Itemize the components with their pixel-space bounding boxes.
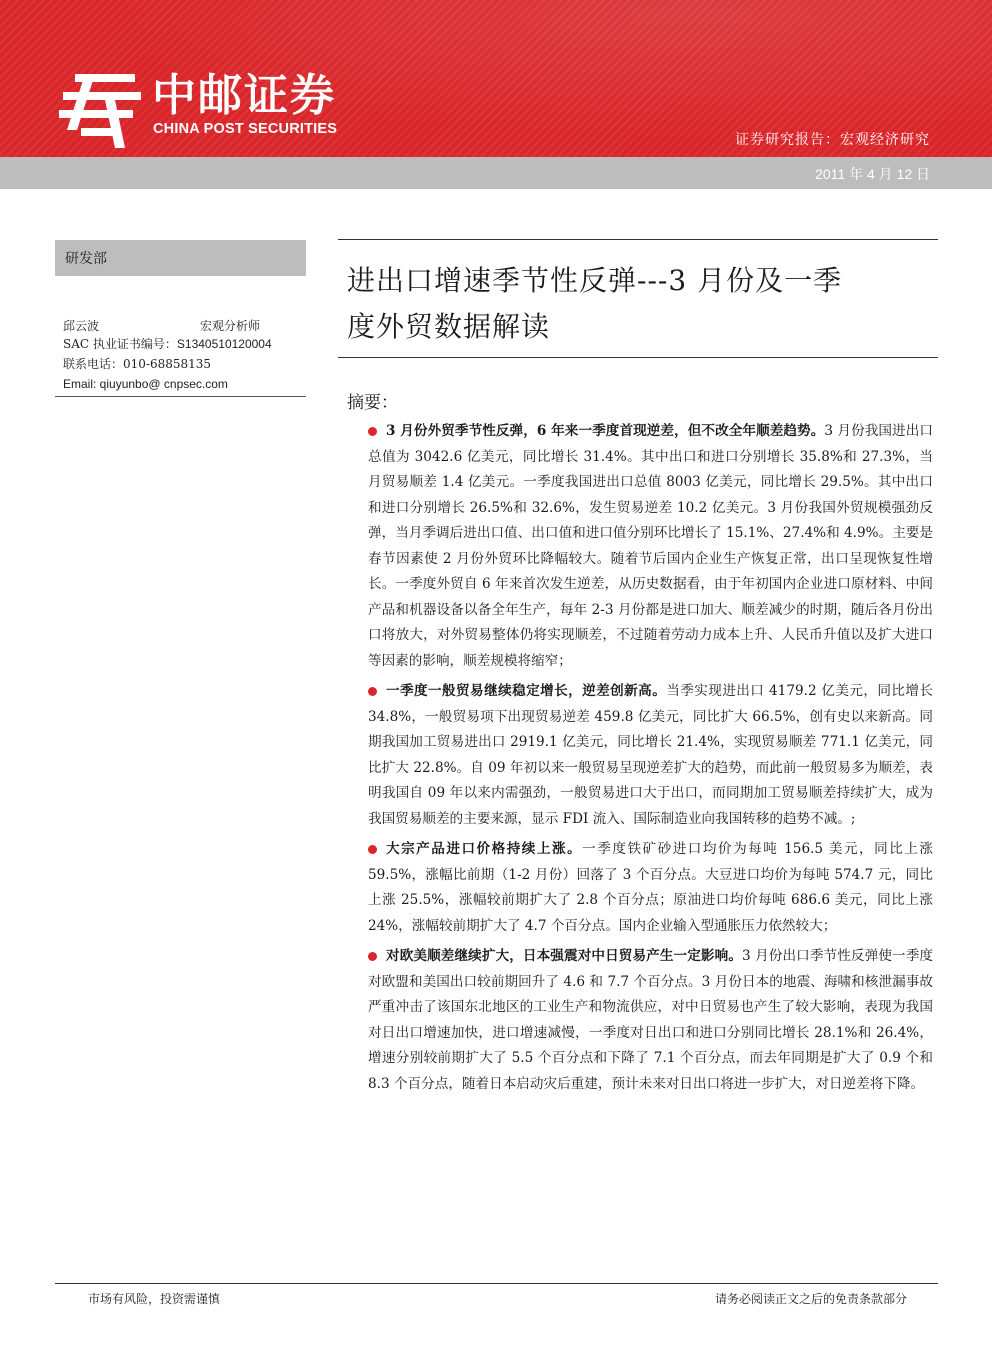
report-type-label: 证券研究报告：宏观经济研究 (735, 132, 930, 148)
department-label: 研发部 (65, 251, 107, 267)
summary-bullet (368, 679, 933, 832)
header-banner (0, 0, 992, 157)
china-post-logo-icon (55, 70, 145, 150)
logo-english-text: CHINA POST SECURITIES (153, 121, 338, 137)
sac-line (63, 336, 272, 352)
report-date: 2011 年 4 月 12 日 (815, 166, 930, 182)
footer-disclaimer-note: 请务必阅读正文之后的免责条款部分 (714, 1292, 907, 1306)
red-bullet-icon (368, 687, 377, 696)
title-rule-bottom (338, 357, 938, 358)
analyst-name: 邱云波 (63, 319, 100, 333)
report-title (347, 258, 937, 350)
analyst-phone: 联系电话：010-68858135 (63, 357, 212, 371)
bullet-body: 一季度铁矿砂进口均价为每吨 156.5 美元，同比上涨 59.5%，涨幅比前期（1-2 月份）回落了 3 个百分点。大豆进口均价为每吨 574.7 元，同比上涨 25.5%，涨幅较前期扩大了 2.8 个百分点；原油进口均价每吨 686.6 美元，同比上涨 24%，涨幅较前期扩大了 4.7 个百分点。国内企业输入型通胀压力依然较大； (368, 841, 934, 934)
bullet-body: 3 月份出口季节性反弹使一季度对欧盟和美国出口较前期回升了 4.6 和 7.7 个百分点。3 月份日本的地震、海啸和核泄漏事故严重冲击了该国东北地区的工业生产和物流供应，对中日贸易也产生了较大影响，表现为我国对日出口增速加快，进口增速减慢，一季度对日出口和进口分别同比增长 28.1%和 26.4%，增速分别较前期扩大了 5.5 个百分点和下降了 7.1 个百分点，而去年同期是扩大了 0.9 个和 8.3 个百分点，随着日本启动灾后重建，预计未来对日出口将进一步扩大，对日逆差将下降。 (368, 948, 933, 1092)
footer-risk-note: 市场有风险，投资需谨慎 (88, 1292, 221, 1306)
summary-label: 摘要： (347, 393, 398, 413)
date-bar (0, 157, 992, 189)
red-bullet-icon (368, 427, 377, 436)
title-line-2: 度外贸数据解读 (347, 310, 551, 343)
red-bullet-icon (368, 952, 377, 961)
footer-rule (55, 1283, 938, 1284)
bullet-body: 当季实现进出口 4179.2 亿美元，同比增长 34.8%，一般贸易项下出现贸易逆差 459.8 亿美元，同比扩大 66.5%，创有史以来新高。同期我国加工贸易进出口 2919.1 亿美元，同比增长 21.4%，实现贸易顺差 771.1 亿美元，同比扩大 22.8%。自 09 年初以来一般贸易呈现逆差扩大的趋势，而此前一般贸易多为顺差，表明我国自 09 年以来内需强劲，一般贸易进口大于出口，而同期加工贸易顺差持续扩大，成为我国贸易顺差的主要来源，显示 FDI 流入、国际制造业向我国转移的趋势不减。; (368, 683, 933, 827)
bullet-body: 3 月份我国进出口总值为 3042.6 亿美元，同比增长 31.4%。其中出口和进口分别增长 35.8%和 27.3%，当月贸易顺差 1.4 亿美元。一季度我国进出口总值 8003 亿美元，同比增长 29.5%。其中出口和进口分别增长 26.5%和 32.6%，发生贸易逆差 10.2 亿美元。3 月份我国外贸规模强劲反弹，当月季调后进出口值、出口值和进口值分别环比增长了 15.1%、27.4%和 4.9%。主要是春节因素使 2 月份外贸环比降幅较大。随着节后国内企业生产恢复正常，出口呈现恢复性增长。一季度外贸自 6 年来首次发生逆差，从历史数据看，由于年初国内企业进口原材料、中间产品和机器设备以备全年生产，每年 2-3 月份都是进口加大、顺差减少的时期，随后各月份出口将放大，对外贸易整体仍将实现顺差，不过随着劳动力成本上升、人民币升值以及扩大进口等因素的影响，顺差规模将缩窄； (368, 423, 933, 669)
bullet-heading: 一季度一般贸易继续稳定增长，逆差创新高。 (386, 683, 667, 699)
summary-bullet (368, 944, 933, 1097)
bullet-heading: 对欧美顺差继续扩大，日本强震对中日贸易产生一定影响。 (386, 948, 743, 964)
analyst-role: 宏观分析师 (200, 319, 261, 333)
sac-label: SAC 执业证书编号： (63, 337, 177, 351)
title-line-1: 进出口增速季节性反弹---3 月份及一季 (347, 264, 843, 297)
sac-number: S1340510120004 (176, 337, 272, 351)
summary-bullets (368, 419, 933, 1102)
logo-chinese-text: 中邮证券 (152, 70, 336, 121)
red-bullet-icon (368, 845, 377, 854)
summary-bullet (368, 837, 933, 939)
summary-bullet (368, 419, 933, 674)
bullet-heading: 3 月份外贸季节性反弹，6 年来一季度首现逆差，但不改全年顺差趋势。 (386, 423, 825, 439)
bullet-heading: 大宗产品进口价格持续上涨。 (386, 841, 583, 857)
title-rule-top (338, 239, 938, 240)
analyst-email[interactable]: Email: qiuyunbo@ cnpsec.com (63, 377, 228, 391)
sidebar-divider (55, 396, 306, 397)
department-box (55, 240, 306, 276)
